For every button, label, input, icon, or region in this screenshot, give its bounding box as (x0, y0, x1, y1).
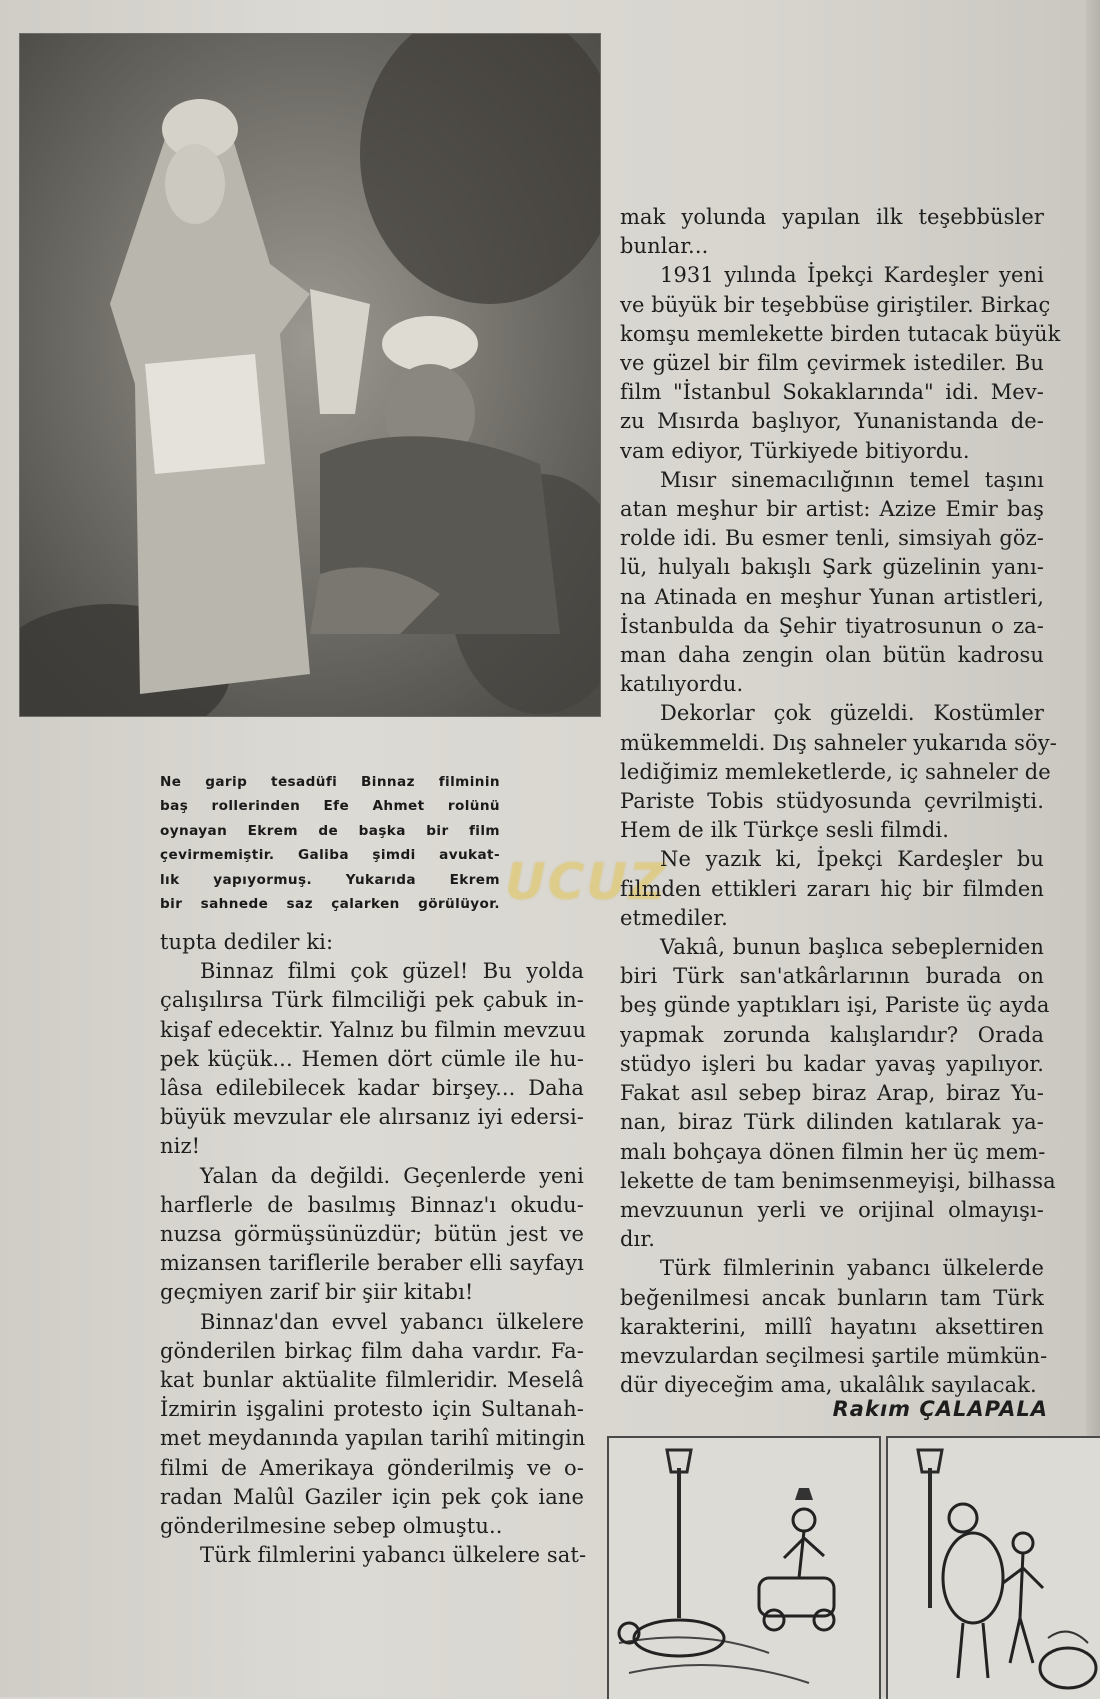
text-line: niz! (160, 1134, 201, 1159)
caption-line: Ne garip tesadüfi Binnaz filminin (160, 774, 500, 790)
text-line: Vakıâ, bunun başlıca sebeplerniden (660, 935, 1044, 960)
text-line: lediğimiz memleketlerde, iç sahneler de (620, 759, 1051, 784)
text-line: lekette de tam benimsenmeyişi, bilhassa (620, 1168, 1056, 1193)
text-line: man daha zengin olan bütün kadrosu (620, 643, 1044, 668)
text-line: etmediler. (620, 905, 728, 930)
text-line: Türk filmlerini yabancı ülkelere sat- (200, 1543, 587, 1568)
cartoon-panel-2 (886, 1436, 1100, 1699)
text-line: karakterini, millî hayatını aksettiren (620, 1314, 1044, 1339)
caption-line: oynayan Ekrem de başka bir film (160, 822, 500, 839)
text-line: Hem de ilk Türkçe sesli filmdi. (620, 818, 950, 843)
text-line: Ne yazık ki, İpekçi Kardeşler bu (660, 847, 1044, 872)
text-line: bunlar... (620, 234, 709, 259)
text-line: Yalan da değildi. Geçenlerde yeni (200, 1163, 584, 1188)
text-line: malı bohçaya dönen filmin her üç mem- (620, 1139, 1046, 1164)
text-line: Türk filmlerinin yabancı ülkelerde (660, 1256, 1044, 1281)
cartoon-street-encounter-icon (888, 1438, 1100, 1699)
text-line: na Atinada en meşhur Yunan artistleri, (620, 584, 1044, 609)
ucuz-watermark: UCUZ (505, 853, 668, 911)
text-line: lâsa edilebilecek kadar birşey... Daha (160, 1076, 584, 1101)
text-line: kişaf edecektir. Yalnız bu filmin mevzuu (160, 1017, 587, 1042)
text-line: İzmirin işgalini protesto için Sultanah- (160, 1397, 584, 1422)
text-line: lü, hulyalı bakışlı Şark güzelinin yanı- (620, 555, 1044, 580)
text-line: mükemmeldi. Dış sahneler yukarıda söy- (620, 730, 1057, 755)
text-line: yapmak zorunda kalışlarıdır? Orada (620, 1022, 1044, 1047)
left-text-column (160, 928, 587, 1570)
text-line: harflerle de basılmış Binnaz'ı okudu- (160, 1192, 584, 1217)
text-line: nan, biraz Türk dilinden katılarak ya- (620, 1110, 1044, 1135)
text-line: mevzulardan seçilmesi şartile mümkün- (620, 1343, 1048, 1368)
text-line: mevzuunun yerli ve orijinal olmayışı- (620, 1197, 1044, 1222)
text-line: dür diyeceğim ama, ukalâlık sayılacak. (620, 1373, 1037, 1398)
text-line: çalışılırsa Türk filmciliği pek çabuk in- (160, 988, 584, 1013)
text-line: Fakat asıl sebep biraz Arap, biraz Yu- (620, 1081, 1044, 1106)
text-line: 1931 yılında İpekçi Kardeşler yeni (660, 263, 1044, 288)
film-still-photo-icon (20, 34, 600, 716)
text-line: Pariste Tobis stüdyosunda çevrilmişti. (620, 789, 1044, 814)
text-line: nuzsa görmüşsünüzdür; bütün jest ve (160, 1222, 584, 1247)
photo-caption (160, 770, 500, 916)
caption-line: lık yapıyormuş. Yukarıda Ekrem (160, 871, 500, 888)
text-line: zu Mısırda başlıyor, Yunanistanda de- (620, 409, 1044, 434)
text-line: Dekorlar çok güzeldi. Kostümler (660, 701, 1044, 726)
text-line: met meydanında yapılan tarihî mitingin (160, 1426, 586, 1451)
text-line: beğenilmesi ancak bunların tam Türk (620, 1285, 1044, 1310)
text-line: tupta dediler ki: (160, 930, 334, 954)
cartoon-panel-1 (607, 1436, 881, 1699)
caption-line: baş rollerinden Efe Ahmet rolünü (160, 798, 500, 815)
text-line: ve büyük bir teşebbüse giriştiler. Birkaç (620, 292, 1051, 317)
text-line: atan meşhur bir artist: Azize Emir baş (620, 497, 1044, 522)
text-line: filmi de Amerikaya gönderilmiş ve o- (160, 1455, 584, 1480)
text-line: gönderilmesine sebep olmuştu.. (160, 1514, 503, 1539)
text-line: filmden ettikleri zararı hiç bir filmden (620, 876, 1044, 901)
text-line: katılıyordu. (620, 672, 744, 697)
text-line: biri Türk san'atkârlarının burada on (620, 964, 1044, 989)
text-line: İstanbulda da Şehir tiyatrosunun o za- (620, 613, 1044, 638)
text-line: beş günde yaptıkları işi, Pariste üç ayda (620, 993, 1050, 1018)
caption-line: bir sahnede saz çalarken görülüyor. (160, 896, 500, 913)
text-line: komşu memlekette birden tutacak büyük (620, 321, 1061, 346)
text-line: büyük mevzular ele alırsanız iyi edersi- (160, 1105, 584, 1130)
text-line: geçmiyen zarif bir şiir kitabı! (160, 1280, 474, 1305)
text-line: mizansen tariflerile beraber elli sayfayı (160, 1251, 584, 1276)
text-line: kat bunlar aktüalite filmleridir. Meselâ (160, 1368, 584, 1393)
text-line: stüdyo işleri bu kadar yavaş yapılıyor. (620, 1051, 1044, 1076)
text-line: dır. (620, 1227, 655, 1252)
text-line: mak yolunda yapılan ilk teşebbüsler (620, 205, 1044, 229)
right-text-column (620, 203, 1061, 1400)
text-line: film "İstanbul Sokaklarında" idi. Mev- (620, 380, 1044, 405)
text-line: Mısır sinemacılığının temel taşını (660, 467, 1044, 492)
text-line: Binnaz filmi çok güzel! Bu yolda (200, 959, 584, 984)
text-line: radan Malûl Gaziler için pek çok iane (160, 1484, 584, 1509)
film-still-photo (20, 34, 600, 716)
text-line: ve güzel bir film çevirmek istediler. Bu (620, 351, 1044, 376)
author-signature: Rakım ÇALAPALA (832, 1397, 1048, 1421)
cartoon-car-crash-icon (609, 1438, 879, 1699)
text-line: Binnaz'dan evvel yabancı ülkelere (200, 1309, 584, 1334)
text-line: rolde idi. Bu esmer tenli, simsiyah göz- (620, 526, 1044, 551)
text-line: vam ediyor, Türkiyede bitiyordu. (620, 438, 970, 463)
text-line: gönderilen birkaç film daha vardır. Fa- (160, 1338, 584, 1363)
text-line: pek küçük... Hemen dört cümle ile hu- (160, 1046, 584, 1071)
caption-line: çevirmemiştir. Galiba şimdi avukat- (160, 847, 500, 864)
